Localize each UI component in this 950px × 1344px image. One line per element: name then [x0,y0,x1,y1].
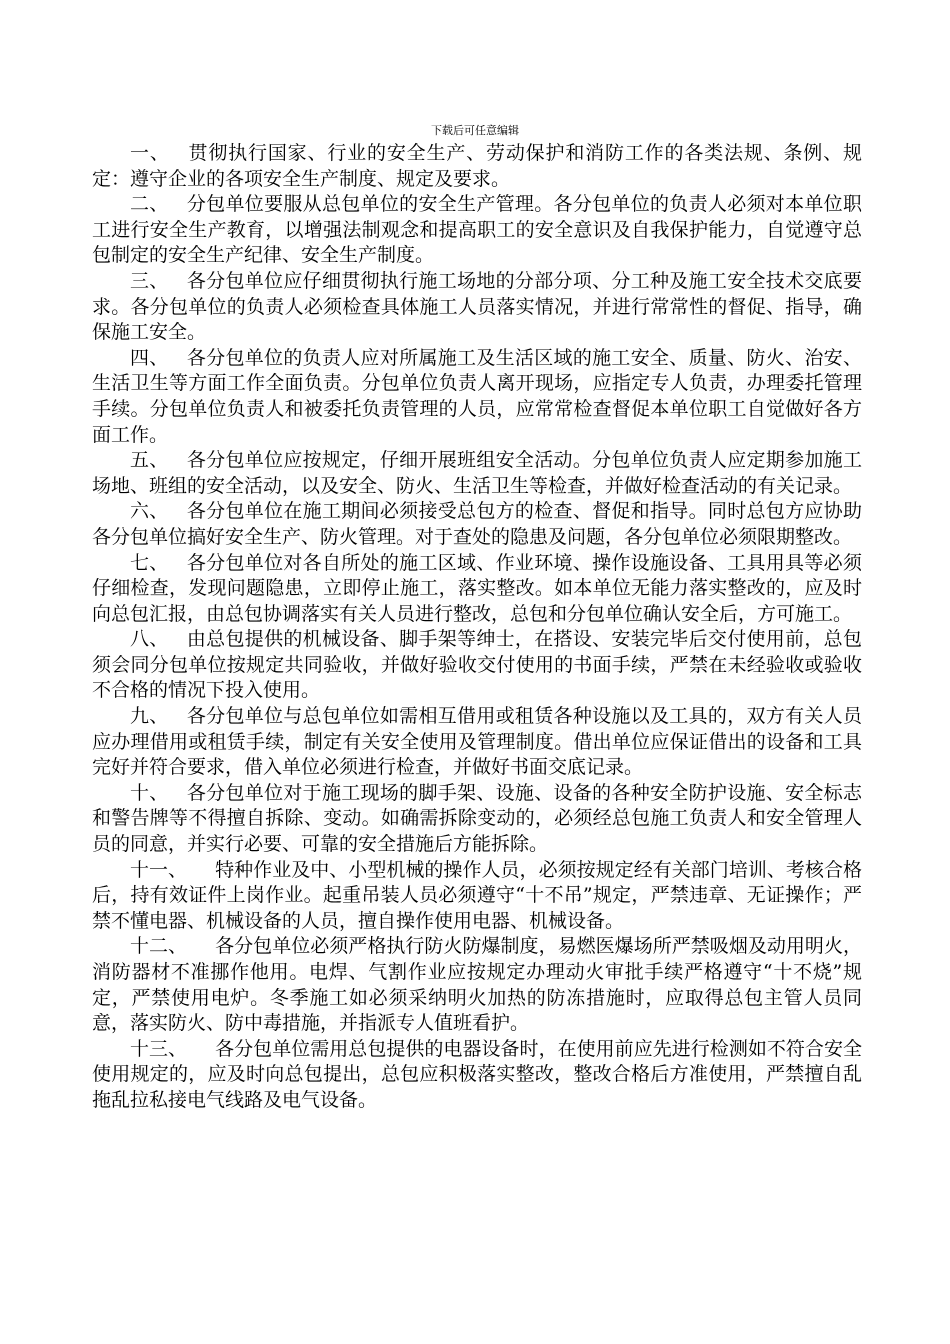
paragraph-text: 贯彻执行国家、行业的安全生产、劳动保护和消防工作的各类法规、条例、规定：遵守企业的各项安全生产制度、规定及要求。 [92,142,862,190]
paragraph-number: 八、 [130,628,169,651]
paragraph-text: 各分包单位对于施工现场的脚手架、设施、设备的各种安全防护设施、安全标志和警告牌等不得擅自拆除、变动。如确需拆除变动的，必须经总包施工负责人和安全管理人员的同意，并实行必要、可靠的安全措施后方能拆除。 [92,781,862,856]
paragraph-text: 各分包单位必须严格执行防火防爆制度，易燃医爆场所严禁吸烟及动用明火，消防器材不准挪作他用。电焊、气割作业应按规定办理动火审批手续严格遵守“十不烧”规定，严禁使用电炉。冬季施工如必须采纳明火加热的防冻措施时，应取得总包主管人员同意，落实防火、防中毒措施，并指派专人值班看护。 [92,935,862,1035]
document-body [92,141,862,1114]
paragraph-6 [92,499,862,550]
paragraph-5 [92,448,862,499]
paragraph-number: 十一、 [130,858,188,881]
paragraph-number: 九、 [130,705,169,728]
paragraph-4 [92,346,862,448]
paragraph-2 [92,192,862,269]
paragraph-number: 四、 [130,346,169,369]
paragraph-text: 各分包单位对各自所处的施工区域、作业环境、操作设施设备、工具用具等必须仔细检查，发现问题隐患，立即停止施工，落实整改。如本单位无能力落实整改的，应及时向总包汇报，由总包协调落实有关人员进行整改，总包和分包单位确认安全后，方可施工。 [92,551,862,625]
paragraph-7 [92,551,862,628]
paragraph-text: 各分包单位的负责人应对所属施工及生活区域的施工安全、质量、防火、治安、生活卫生等方面工作全面负责。分包单位负责人离开现场，应指定专人负责，办理委托管理手续。分包单位负责人和被委托负责管理的人员，应常常检查督促本单位职工自觉做好各方面工作。 [92,346,862,446]
paragraph-number: 十、 [130,781,169,804]
paragraph-number: 三、 [130,269,169,292]
paragraph-number: 十二、 [130,935,188,958]
paragraph-text: 各分包单位应按规定，仔细开展班组安全活动。分包单位负责人应定期参加施工场地、班组的安全活动，以及安全、防火、生活卫生等检查，并做好检查活动的有关记录。 [92,449,862,497]
paragraph-text: 由总包提供的机械设备、脚手架等绅士，在搭设、安装完毕后交付使用前，总包须会同分包单位按规定共同验收，并做好验收交付使用的书面手续，严禁在未经验收或验收不合格的情况下投入使用。 [92,628,862,702]
paragraph-text: 各分包单位应仔细贯彻执行施工场地的分部分项、分工种及施工安全技术交底要求。各分包单位的负责人必须检查具体施工人员落实情况，并进行常常性的督促、指导，确保施工安全。 [92,269,862,344]
paragraph-3 [92,269,862,346]
paragraph-11 [92,858,862,935]
paragraph-text: 各分包单位需用总包提供的电器设备时，在使用前应先进行检测如不符合安全使用规定的，应及时向总包提出，总包应积极落实整改，整改合格后方准使用，严禁擅自乱拖乱拉私接电气线路及电气设备。 [92,1037,862,1111]
paragraph-number: 七、 [130,551,169,574]
paragraph-number: 一、 [130,142,170,164]
page-header: 下载后可任意编辑 [431,124,519,137]
paragraph-number: 五、 [130,449,169,472]
paragraph-number: 六、 [130,500,169,523]
paragraph-text: 特种作业及中、小型机械的操作人员，必须按规定经有关部门培训、考核合格后，持有效证件上岗作业。起重吊装人员必须遵守“十不吊”规定，严禁违章、无证操作；严禁不懂电器、机械设备的人员，擅自操作使用电器、机械设备。 [92,858,862,932]
paragraph-8 [92,627,862,704]
paragraph-9 [92,704,862,781]
paragraph-text: 分包单位要服从总包单位的安全生产管理。各分包单位的负责人必须对本单位职工进行安全生产教育，以增强法制观念和提高职工的安全意识及自我保护能力，自觉遵守总包制定的安全生产纪律、安全生产制度。 [92,193,862,267]
paragraph-1 [92,141,862,192]
paragraph-text: 各分包单位与总包单位如需相互借用或租赁各种设施以及工具的，双方有关人员应办理借用或租赁手续，制定有关安全使用及管理制度。借出单位应保证借出的设备和工具完好并符合要求，借入单位必须进行检查，并做好书面交底记录。 [92,705,862,779]
paragraph-10 [92,781,862,858]
paragraph-number: 二、 [130,193,169,216]
paragraph-13 [92,1037,862,1114]
paragraph-text: 各分包单位在施工期间必须接受总包方的检查、督促和指导。同时总包方应协助各分包单位搞好安全生产、防火管理。对于查处的隐患及问题，各分包单位必须限期整改。 [92,500,862,548]
paragraph-12 [92,934,862,1036]
paragraph-number: 十三、 [130,1037,188,1060]
